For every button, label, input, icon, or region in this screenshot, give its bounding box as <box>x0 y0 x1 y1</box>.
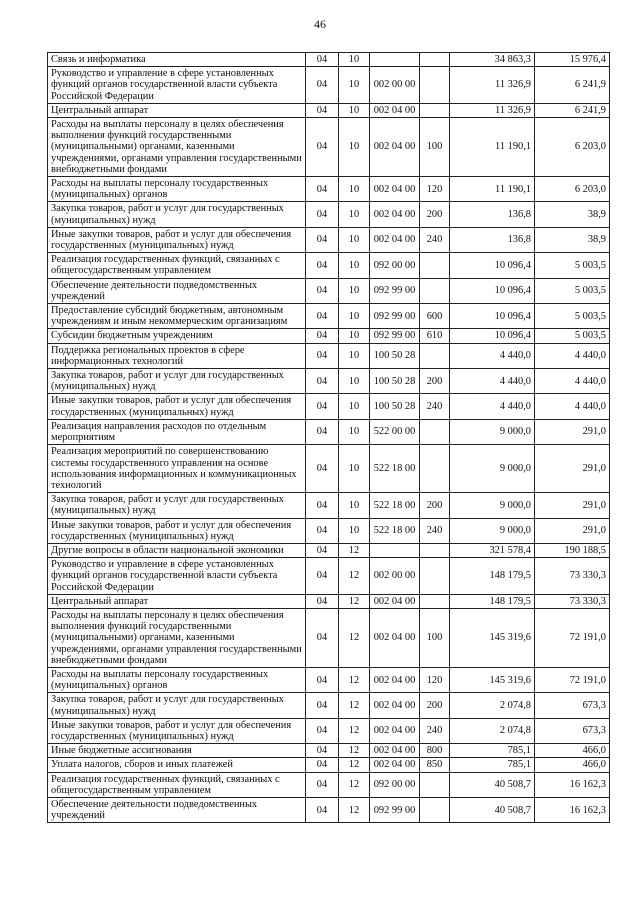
row-value-executed: 4 440,0 <box>535 343 610 368</box>
row-subsection-code: 10 <box>339 253 370 278</box>
row-name: Иные закупки товаров, работ и услуг для обеспечения государственных (муниципальных) нужд <box>48 718 306 743</box>
table-row <box>48 667 610 692</box>
row-article-code: 002 04 00 <box>370 118 420 177</box>
row-subsection-code: 12 <box>339 608 370 667</box>
row-value-approved: 11 326,9 <box>450 67 535 104</box>
row-name: Субсидии бюджетным учреждениям <box>48 329 306 343</box>
row-article-code: 002 00 00 <box>370 67 420 104</box>
row-expense-type: 200 <box>420 369 450 394</box>
table-row <box>48 543 610 557</box>
row-subsection-code: 10 <box>339 202 370 227</box>
row-expense-type: 200 <box>420 693 450 718</box>
row-value-approved: 136,8 <box>450 227 535 252</box>
row-section-code: 04 <box>306 558 339 595</box>
table-row <box>48 758 610 772</box>
row-value-approved: 10 096,4 <box>450 253 535 278</box>
row-subsection-code: 12 <box>339 758 370 772</box>
row-section-code: 04 <box>306 493 339 518</box>
row-value-executed: 73 330,3 <box>535 558 610 595</box>
row-expense-type <box>420 797 450 822</box>
table-row <box>48 608 610 667</box>
row-value-approved: 40 508,7 <box>450 797 535 822</box>
row-value-executed: 673,3 <box>535 693 610 718</box>
row-article-code: 522 00 00 <box>370 419 420 444</box>
row-name: Расходы на выплаты персоналу государственных (муниципальных) органов <box>48 177 306 202</box>
row-subsection-code: 10 <box>339 103 370 117</box>
row-section-code: 04 <box>306 369 339 394</box>
row-value-approved: 148 179,5 <box>450 594 535 608</box>
row-article-code: 002 04 00 <box>370 718 420 743</box>
row-section-code: 04 <box>306 543 339 557</box>
row-section-code: 04 <box>306 118 339 177</box>
row-subsection-code: 10 <box>339 227 370 252</box>
row-section-code: 04 <box>306 343 339 368</box>
row-article-code: 092 99 00 <box>370 278 420 303</box>
row-article-code: 002 04 00 <box>370 608 420 667</box>
row-section-code: 04 <box>306 445 339 493</box>
row-value-approved: 11 190,1 <box>450 177 535 202</box>
row-name: Иные закупки товаров, работ и услуг для обеспечения государственных (муниципальных) нужд <box>48 394 306 419</box>
table-row <box>48 419 610 444</box>
row-expense-type <box>420 594 450 608</box>
row-name: Иные закупки товаров, работ и услуг для обеспечения государственных (муниципальных) нужд <box>48 227 306 252</box>
row-value-approved: 10 096,4 <box>450 329 535 343</box>
row-value-executed: 291,0 <box>535 518 610 543</box>
row-section-code: 04 <box>306 103 339 117</box>
row-subsection-code: 10 <box>339 67 370 104</box>
row-value-approved: 9 000,0 <box>450 419 535 444</box>
row-subsection-code: 12 <box>339 797 370 822</box>
row-article-code: 092 00 00 <box>370 253 420 278</box>
row-section-code: 04 <box>306 693 339 718</box>
row-section-code: 04 <box>306 419 339 444</box>
table-row <box>48 394 610 419</box>
row-article-code: 092 99 00 <box>370 329 420 343</box>
row-value-executed: 291,0 <box>535 493 610 518</box>
row-subsection-code: 10 <box>339 343 370 368</box>
row-section-code: 04 <box>306 394 339 419</box>
row-value-executed: 190 188,5 <box>535 543 610 557</box>
row-value-approved: 785,1 <box>450 744 535 758</box>
row-article-code: 002 04 00 <box>370 758 420 772</box>
row-article-code: 100 50 28 <box>370 394 420 419</box>
table-row <box>48 67 610 104</box>
table-row <box>48 693 610 718</box>
row-article-code: 002 04 00 <box>370 594 420 608</box>
row-value-executed: 466,0 <box>535 758 610 772</box>
row-article-code: 092 99 00 <box>370 304 420 329</box>
table-row <box>48 558 610 595</box>
row-name: Связь и информатика <box>48 53 306 67</box>
row-expense-type <box>420 558 450 595</box>
row-article-code: 002 04 00 <box>370 227 420 252</box>
row-section-code: 04 <box>306 227 339 252</box>
table-row <box>48 797 610 822</box>
row-name: Руководство и управление в сфере установленных функций органов государственной власти субъекта Российской Федерации <box>48 558 306 595</box>
row-value-executed: 5 003,5 <box>535 253 610 278</box>
row-article-code: 002 04 00 <box>370 177 420 202</box>
table-row <box>48 103 610 117</box>
row-value-approved: 148 179,5 <box>450 558 535 595</box>
row-value-approved: 145 319,6 <box>450 667 535 692</box>
row-name: Центральный аппарат <box>48 594 306 608</box>
row-subsection-code: 12 <box>339 667 370 692</box>
table-row <box>48 594 610 608</box>
row-name: Поддержка региональных проектов в сфере информационных технологий <box>48 343 306 368</box>
row-value-approved: 9 000,0 <box>450 518 535 543</box>
row-value-executed: 5 003,5 <box>535 278 610 303</box>
row-name: Иные закупки товаров, работ и услуг для обеспечения государственных (муниципальных) нужд <box>48 518 306 543</box>
row-name: Закупка товаров, работ и услуг для государственных (муниципальных) нужд <box>48 693 306 718</box>
row-article-code: 002 04 00 <box>370 202 420 227</box>
row-value-executed: 291,0 <box>535 419 610 444</box>
row-name: Иные бюджетные ассигнования <box>48 744 306 758</box>
row-expense-type: 240 <box>420 394 450 419</box>
row-expense-type <box>420 103 450 117</box>
row-value-approved: 4 440,0 <box>450 394 535 419</box>
row-expense-type: 850 <box>420 758 450 772</box>
table-row <box>48 278 610 303</box>
table-row <box>48 343 610 368</box>
row-subsection-code: 12 <box>339 693 370 718</box>
row-value-approved: 9 000,0 <box>450 493 535 518</box>
row-expense-type: 100 <box>420 608 450 667</box>
row-expense-type <box>420 419 450 444</box>
row-section-code: 04 <box>306 772 339 797</box>
row-expense-type <box>420 53 450 67</box>
row-article-code: 002 04 00 <box>370 744 420 758</box>
row-name: Закупка товаров, работ и услуг для государственных (муниципальных) нужд <box>48 369 306 394</box>
row-value-approved: 145 319,6 <box>450 608 535 667</box>
row-value-approved: 40 508,7 <box>450 772 535 797</box>
row-expense-type: 240 <box>420 227 450 252</box>
row-name: Закупка товаров, работ и услуг для государственных (муниципальных) нужд <box>48 202 306 227</box>
table-row <box>48 445 610 493</box>
row-article-code: 522 18 00 <box>370 518 420 543</box>
row-name: Расходы на выплаты персоналу в целях обеспечения выполнения функций государственными (муниципальными) органами, казенными учреждениями, органами управления государственными внебюджетными фондами <box>48 608 306 667</box>
row-subsection-code: 10 <box>339 278 370 303</box>
row-expense-type <box>420 253 450 278</box>
row-value-executed: 673,3 <box>535 718 610 743</box>
row-name: Руководство и управление в сфере установленных функций органов государственной власти субъекта Российской Федерации <box>48 67 306 104</box>
row-value-approved: 34 863,3 <box>450 53 535 67</box>
row-name: Предоставление субсидий бюджетным, автономным учреждениям и иным некоммерческим организациям <box>48 304 306 329</box>
row-value-approved: 10 096,4 <box>450 304 535 329</box>
row-section-code: 04 <box>306 329 339 343</box>
row-subsection-code: 12 <box>339 718 370 743</box>
row-subsection-code: 10 <box>339 493 370 518</box>
row-section-code: 04 <box>306 278 339 303</box>
row-article-code: 100 50 28 <box>370 369 420 394</box>
row-section-code: 04 <box>306 518 339 543</box>
row-subsection-code: 12 <box>339 558 370 595</box>
row-value-approved: 785,1 <box>450 758 535 772</box>
row-subsection-code: 10 <box>339 118 370 177</box>
row-name: Реализация государственных функций, связанных с общегосударственным управлением <box>48 253 306 278</box>
row-expense-type <box>420 343 450 368</box>
row-subsection-code: 10 <box>339 394 370 419</box>
row-name: Закупка товаров, работ и услуг для государственных (муниципальных) нужд <box>48 493 306 518</box>
row-value-executed: 38,9 <box>535 227 610 252</box>
row-value-executed: 466,0 <box>535 744 610 758</box>
row-value-executed: 5 003,5 <box>535 329 610 343</box>
row-value-executed: 6 241,9 <box>535 103 610 117</box>
row-expense-type: 120 <box>420 667 450 692</box>
row-value-approved: 11 190,1 <box>450 118 535 177</box>
table-row <box>48 718 610 743</box>
row-value-executed: 291,0 <box>535 445 610 493</box>
table-row <box>48 493 610 518</box>
row-article-code: 522 18 00 <box>370 493 420 518</box>
row-expense-type <box>420 543 450 557</box>
row-expense-type: 800 <box>420 744 450 758</box>
row-value-approved: 321 578,4 <box>450 543 535 557</box>
row-name: Расходы на выплаты персоналу в целях обеспечения выполнения функций государственными (муниципальными) органами, казенными учреждениями, органами управления государственными внебюджетными фондами <box>48 118 306 177</box>
row-expense-type: 240 <box>420 518 450 543</box>
row-section-code: 04 <box>306 177 339 202</box>
row-value-approved: 4 440,0 <box>450 369 535 394</box>
row-name: Реализация мероприятий по совершенствованию системы государственного управления на основе использования информационных и коммуникационных технологий <box>48 445 306 493</box>
row-subsection-code: 10 <box>339 518 370 543</box>
budget-table <box>47 52 610 823</box>
row-article-code: 100 50 28 <box>370 343 420 368</box>
row-expense-type <box>420 278 450 303</box>
row-subsection-code: 10 <box>339 369 370 394</box>
table-row <box>48 304 610 329</box>
row-expense-type: 120 <box>420 177 450 202</box>
row-expense-type: 600 <box>420 304 450 329</box>
row-value-approved: 4 440,0 <box>450 343 535 368</box>
row-subsection-code: 12 <box>339 744 370 758</box>
row-value-approved: 136,8 <box>450 202 535 227</box>
row-subsection-code: 10 <box>339 304 370 329</box>
row-value-approved: 2 074,8 <box>450 693 535 718</box>
page-number: 46 <box>314 17 326 31</box>
row-name: Другие вопросы в области национальной экономики <box>48 543 306 557</box>
row-value-executed: 6 203,0 <box>535 177 610 202</box>
row-value-approved: 9 000,0 <box>450 445 535 493</box>
row-value-executed: 6 203,0 <box>535 118 610 177</box>
row-name: Обеспечение деятельности подведомственных учреждений <box>48 278 306 303</box>
table-row <box>48 202 610 227</box>
row-article-code <box>370 543 420 557</box>
row-value-executed: 4 440,0 <box>535 394 610 419</box>
row-expense-type <box>420 445 450 493</box>
row-section-code: 04 <box>306 718 339 743</box>
row-section-code: 04 <box>306 758 339 772</box>
row-subsection-code: 10 <box>339 53 370 67</box>
row-value-executed: 6 241,9 <box>535 67 610 104</box>
row-subsection-code: 12 <box>339 772 370 797</box>
row-article-code: 002 04 00 <box>370 667 420 692</box>
row-expense-type: 200 <box>420 202 450 227</box>
table-row <box>48 118 610 177</box>
row-section-code: 04 <box>306 253 339 278</box>
row-expense-type <box>420 772 450 797</box>
row-section-code: 04 <box>306 744 339 758</box>
row-article-code: 092 99 00 <box>370 797 420 822</box>
row-expense-type: 240 <box>420 718 450 743</box>
row-name: Реализация направления расходов по отдельным мероприятиям <box>48 419 306 444</box>
table-row <box>48 518 610 543</box>
row-name: Реализация государственных функций, связанных с общегосударственным управлением <box>48 772 306 797</box>
row-subsection-code: 10 <box>339 177 370 202</box>
row-name: Уплата налогов, сборов и иных платежей <box>48 758 306 772</box>
row-section-code: 04 <box>306 608 339 667</box>
row-subsection-code: 12 <box>339 594 370 608</box>
row-subsection-code: 10 <box>339 329 370 343</box>
row-section-code: 04 <box>306 53 339 67</box>
row-expense-type: 610 <box>420 329 450 343</box>
row-article-code: 002 00 00 <box>370 558 420 595</box>
row-name: Расходы на выплаты персоналу государственных (муниципальных) органов <box>48 667 306 692</box>
row-value-executed: 15 976,4 <box>535 53 610 67</box>
table-row <box>48 772 610 797</box>
row-subsection-code: 10 <box>339 445 370 493</box>
row-value-executed: 16 162,3 <box>535 772 610 797</box>
row-article-code: 522 18 00 <box>370 445 420 493</box>
row-value-executed: 38,9 <box>535 202 610 227</box>
row-section-code: 04 <box>306 594 339 608</box>
row-subsection-code: 12 <box>339 543 370 557</box>
row-value-executed: 72 191,0 <box>535 667 610 692</box>
row-expense-type: 100 <box>420 118 450 177</box>
row-section-code: 04 <box>306 797 339 822</box>
row-name: Обеспечение деятельности подведомственных учреждений <box>48 797 306 822</box>
row-expense-type <box>420 67 450 104</box>
row-expense-type: 200 <box>420 493 450 518</box>
row-value-approved: 2 074,8 <box>450 718 535 743</box>
row-value-executed: 73 330,3 <box>535 594 610 608</box>
row-article-code: 002 04 00 <box>370 103 420 117</box>
table-row <box>48 253 610 278</box>
row-value-executed: 5 003,5 <box>535 304 610 329</box>
row-article-code <box>370 53 420 67</box>
row-value-approved: 10 096,4 <box>450 278 535 303</box>
table-row <box>48 177 610 202</box>
row-name: Центральный аппарат <box>48 103 306 117</box>
row-section-code: 04 <box>306 202 339 227</box>
row-value-approved: 11 326,9 <box>450 103 535 117</box>
table-row <box>48 53 610 67</box>
table-row <box>48 329 610 343</box>
row-section-code: 04 <box>306 67 339 104</box>
table-row <box>48 369 610 394</box>
row-value-executed: 16 162,3 <box>535 797 610 822</box>
table-row <box>48 744 610 758</box>
table-row <box>48 227 610 252</box>
row-article-code: 002 04 00 <box>370 693 420 718</box>
row-section-code: 04 <box>306 667 339 692</box>
row-subsection-code: 10 <box>339 419 370 444</box>
row-value-executed: 4 440,0 <box>535 369 610 394</box>
row-article-code: 092 00 00 <box>370 772 420 797</box>
row-section-code: 04 <box>306 304 339 329</box>
row-value-executed: 72 191,0 <box>535 608 610 667</box>
